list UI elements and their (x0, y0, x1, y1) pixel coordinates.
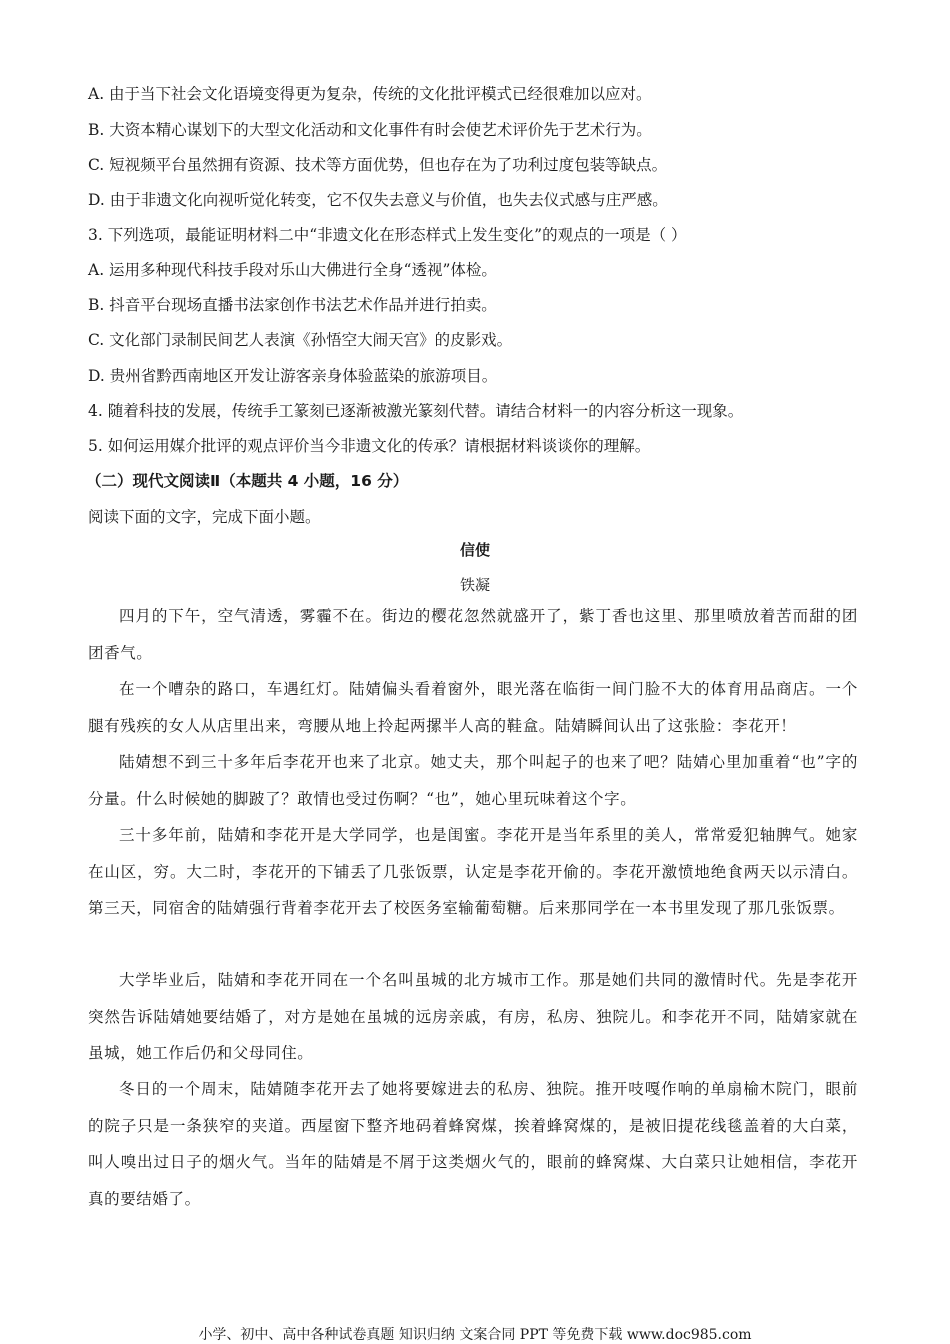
story-paragraph-6: 冬日的一个周末，陆婧随李花开去了她将要嫁进去的私房、独院。推开吱嘎作响的单扇榆木院门，眼前的院子只是一条狭窄的夹道。西屋窗下整齐地码着蜂窝煤，挨着蜂窝煤的，是被旧提花线毯盖着的大白菜，叫人嗅出过日子的烟火气。当年的陆婧是不屑于这类烟火气的，眼前的蜂窝煤、大白菜只让她相信，李花开真的要结婚了。 (88, 1080, 858, 1208)
reading-instruction: 阅读下面的文字，完成下面小题。 (88, 508, 321, 526)
story-paragraph-2: 在一个嘈杂的路口，车遇红灯。陆婧偏头看着窗外，眼光落在临街一间门脸不大的体育用品商店。一个腿有残疾的女人从店里出来，弯腰从地上拎起两摞半人高的鞋盒。陆婧瞬间认出了这张脸：李花开！ (88, 680, 858, 735)
page-footer: 小学、初中、高中各种试卷真题 知识归纳 文案合同 PPT 等免费下载 www.doc985.com (198, 1327, 752, 1343)
story-author: 铁凝 (459, 576, 490, 594)
section-heading: （二）现代文阅读Ⅱ（本题共 4 小题，16 分） (86, 472, 409, 490)
question-5: 5. 如何运用媒介批评的观点评价当今非遗文化的传承？请根据材料谈谈你的理解。 (88, 437, 651, 455)
story-paragraph-5: 大学毕业后，陆婧和李花开同在一个名叫虽城的北方城市工作。那是她们共同的激情时代。先是李花开突然告诉陆婧她要结婚了，对方是她在虽城的远房亲戚，有房，私房、独院儿。和李花开不同，陆婧家就在虽城，她工作后仍和父母同住。 (88, 971, 858, 1062)
option-2a: A. 由于当下社会文化语境变得更为复杂，传统的文化批评模式已经很难加以应对。 (88, 85, 652, 103)
option-3b: B. 抖音平台现场直播书法家创作书法艺术作品并进行拍卖。 (88, 296, 497, 314)
option-3d: D. 贵州省黔西南地区开发让游客亲身体验蓝染的旅游项目。 (88, 367, 498, 385)
story-title: 信使 (459, 541, 490, 559)
question-4: 4. 随着科技的发展，传统手工篆刻已逐渐被激光篆刻代替。请结合材料一的内容分析这一现象。 (88, 402, 744, 420)
option-2b: B. 大资本精心谋划下的大型文化活动和文化事件有时会使艺术评价先于艺术行为。 (88, 121, 652, 139)
option-3a: A. 运用多种现代科技手段对乐山大佛进行全身“透视”体检。 (88, 261, 497, 279)
option-3c: C. 文化部门录制民间艺人表演《孙悟空大闹天宫》的皮影戏。 (88, 331, 513, 349)
option-2c: C. 短视频平台虽然拥有资源、技术等方面优势，但也存在为了功利过度包装等缺点。 (88, 156, 668, 174)
option-2d: D. 由于非遗文化向视听觉化转变，它不仅失去意义与价值，也失去仪式感与庄严感。 (88, 191, 668, 209)
story-paragraph-1: 四月的下午，空气清透，雾霾不在。街边的樱花忽然就盛开了，紫丁香也这里、那里喷放着苦而甜的团团香气。 (88, 607, 858, 662)
question-3: 3. 下列选项，最能证明材料二中“非遗文化在形态样式上发生变化”的观点的一项是（ ） (88, 226, 687, 244)
story-paragraph-3: 陆婧想不到三十多年后李花开也来了北京。她丈夫，那个叫起子的也来了吧？陆婧心里加重着“也”字的分量。什么时候她的脚跛了？敢情也受过伤啊？“也”，她心里玩味着这个字。 (88, 753, 858, 808)
story-paragraph-4: 三十多年前，陆婧和李花开是大学同学，也是闺蜜。李花开是当年系里的美人，常常爱犯轴脾气。她家在山区，穷。大二时，李花开的下铺丢了几张饭票，认定是李花开偷的。李花开激愤地绝食两天以示清白。第三天，同宿舍的陆婧强行背着李花开去了校医务室输葡萄糖。后来那同学在一本书里发现了那几张饭票。 (88, 826, 858, 917)
